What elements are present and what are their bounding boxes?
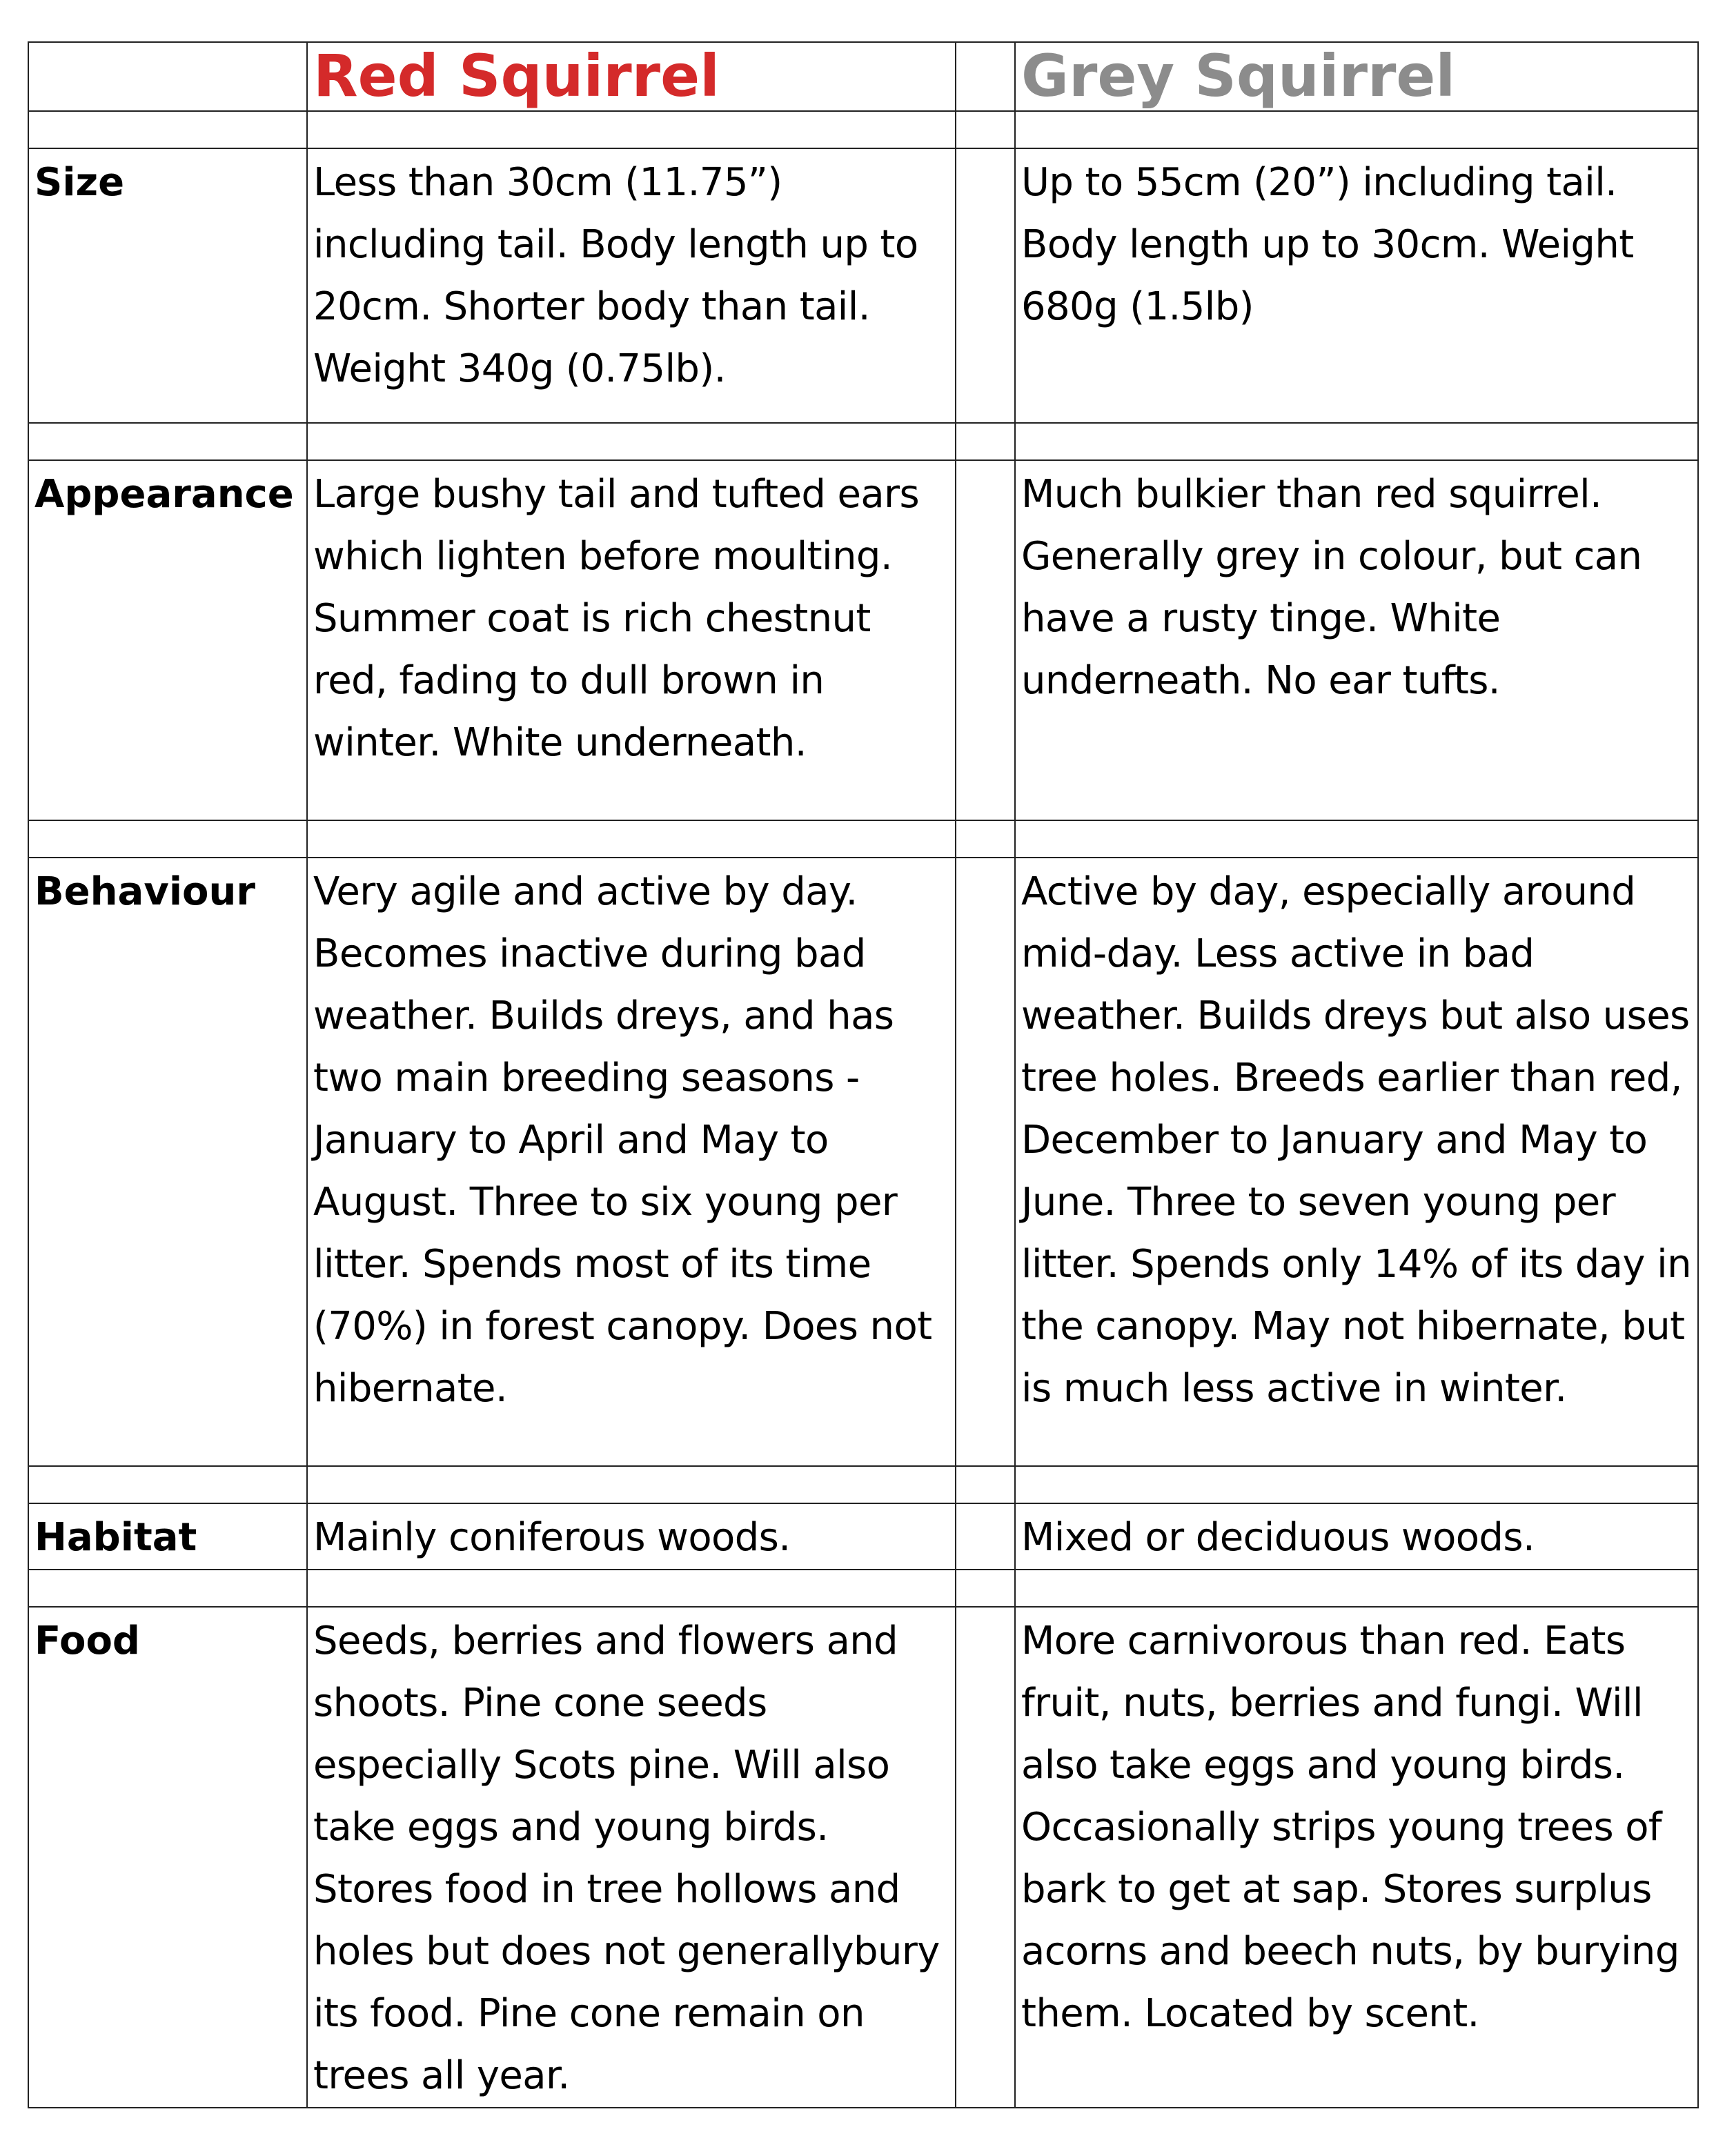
table-row-size bbox=[28, 148, 1698, 423]
table-row-habitat bbox=[28, 1503, 1698, 1570]
header-grey-cell bbox=[1015, 42, 1698, 111]
table-row-appearance bbox=[28, 460, 1698, 820]
table-row-behaviour bbox=[28, 858, 1698, 1466]
spacer-row bbox=[28, 820, 1698, 858]
red-squirrel-heading: Red Squirrel bbox=[313, 42, 720, 110]
gap-cell bbox=[956, 460, 1015, 820]
grey-squirrel-heading: Grey Squirrel bbox=[1021, 42, 1456, 110]
grey-appearance-text: Much bulkier than red squirrel. Generally grey in colour, but can have a rusty tinge. White underneath. No ear tufts. bbox=[1021, 472, 1642, 703]
spacer-row bbox=[28, 1570, 1698, 1607]
red-size-text: Less than 30cm (11.75”) including tail. Body length up to 20cm. Shorter body than tail. Weight 340g (0.75lb). bbox=[313, 160, 918, 391]
row-label-habitat: Habitat bbox=[34, 1515, 197, 1560]
row-label-behaviour: Behaviour bbox=[34, 869, 255, 914]
row-label-appearance: Appearance bbox=[34, 472, 294, 517]
gap-cell bbox=[956, 1607, 1015, 2108]
spacer-row bbox=[28, 423, 1698, 460]
red-appearance-text: Large bushy tail and tufted ears which lighten before moulting. Summer coat is rich chestnut red, fading to dull brown in winter. White underneath. bbox=[313, 472, 920, 765]
row-label-size: Size bbox=[34, 160, 125, 205]
spacer-row bbox=[28, 111, 1698, 148]
header-row bbox=[28, 42, 1698, 111]
row-label-food: Food bbox=[34, 1619, 141, 1663]
grey-behaviour-text: Active by day, especially around mid-day. Less active in bad weather. Builds dreys but also uses tree holes. Breeds earlier than red, December to January and May to June. Three to seven young per litter. Spends only 14% of its day in the canopy. May not hibernate, but is much less active in winter. bbox=[1021, 869, 1691, 1411]
grey-food-text: More carnivorous than red. Eats fruit, nuts, berries and fungi. Will also take eggs and young birds. Occasionally strips young trees of bark to get at sap. Stores surplus acorns and beech nuts, by burying them. Located by scent. bbox=[1021, 1619, 1679, 2036]
gap-cell bbox=[956, 148, 1015, 423]
squirrel-comparison-table bbox=[28, 41, 1699, 2108]
spacer-row bbox=[28, 1466, 1698, 1503]
header-gap-cell bbox=[956, 42, 1015, 111]
grey-habitat-text: Mixed or deciduous woods. bbox=[1021, 1515, 1535, 1560]
gap-cell bbox=[956, 858, 1015, 1466]
red-food-text: Seeds, berries and flowers and shoots. Pine cone seeds especially Scots pine. Will also take eggs and young birds. Stores food in tree hollows and holes but does not generallybury its food. Pine cone remain on trees all year. bbox=[313, 1619, 940, 2098]
gap-cell bbox=[956, 1503, 1015, 1570]
header-red-cell bbox=[307, 42, 956, 111]
red-behaviour-text: Very agile and active by day. Becomes inactive during bad weather. Builds dreys, and has two main breeding seasons - January to April and May to August. Three to six young per litter. Spends most of its time (70%) in forest canopy. Does not hibernate. bbox=[313, 869, 932, 1411]
grey-size-text: Up to 55cm (20”) including tail. Body length up to 30cm. Weight 680g (1.5lb) bbox=[1021, 160, 1634, 329]
header-empty-cell bbox=[28, 42, 307, 111]
table-row-food bbox=[28, 1607, 1698, 2108]
comparison-sheet bbox=[28, 41, 1697, 2108]
red-habitat-text: Mainly coniferous woods. bbox=[313, 1515, 791, 1560]
